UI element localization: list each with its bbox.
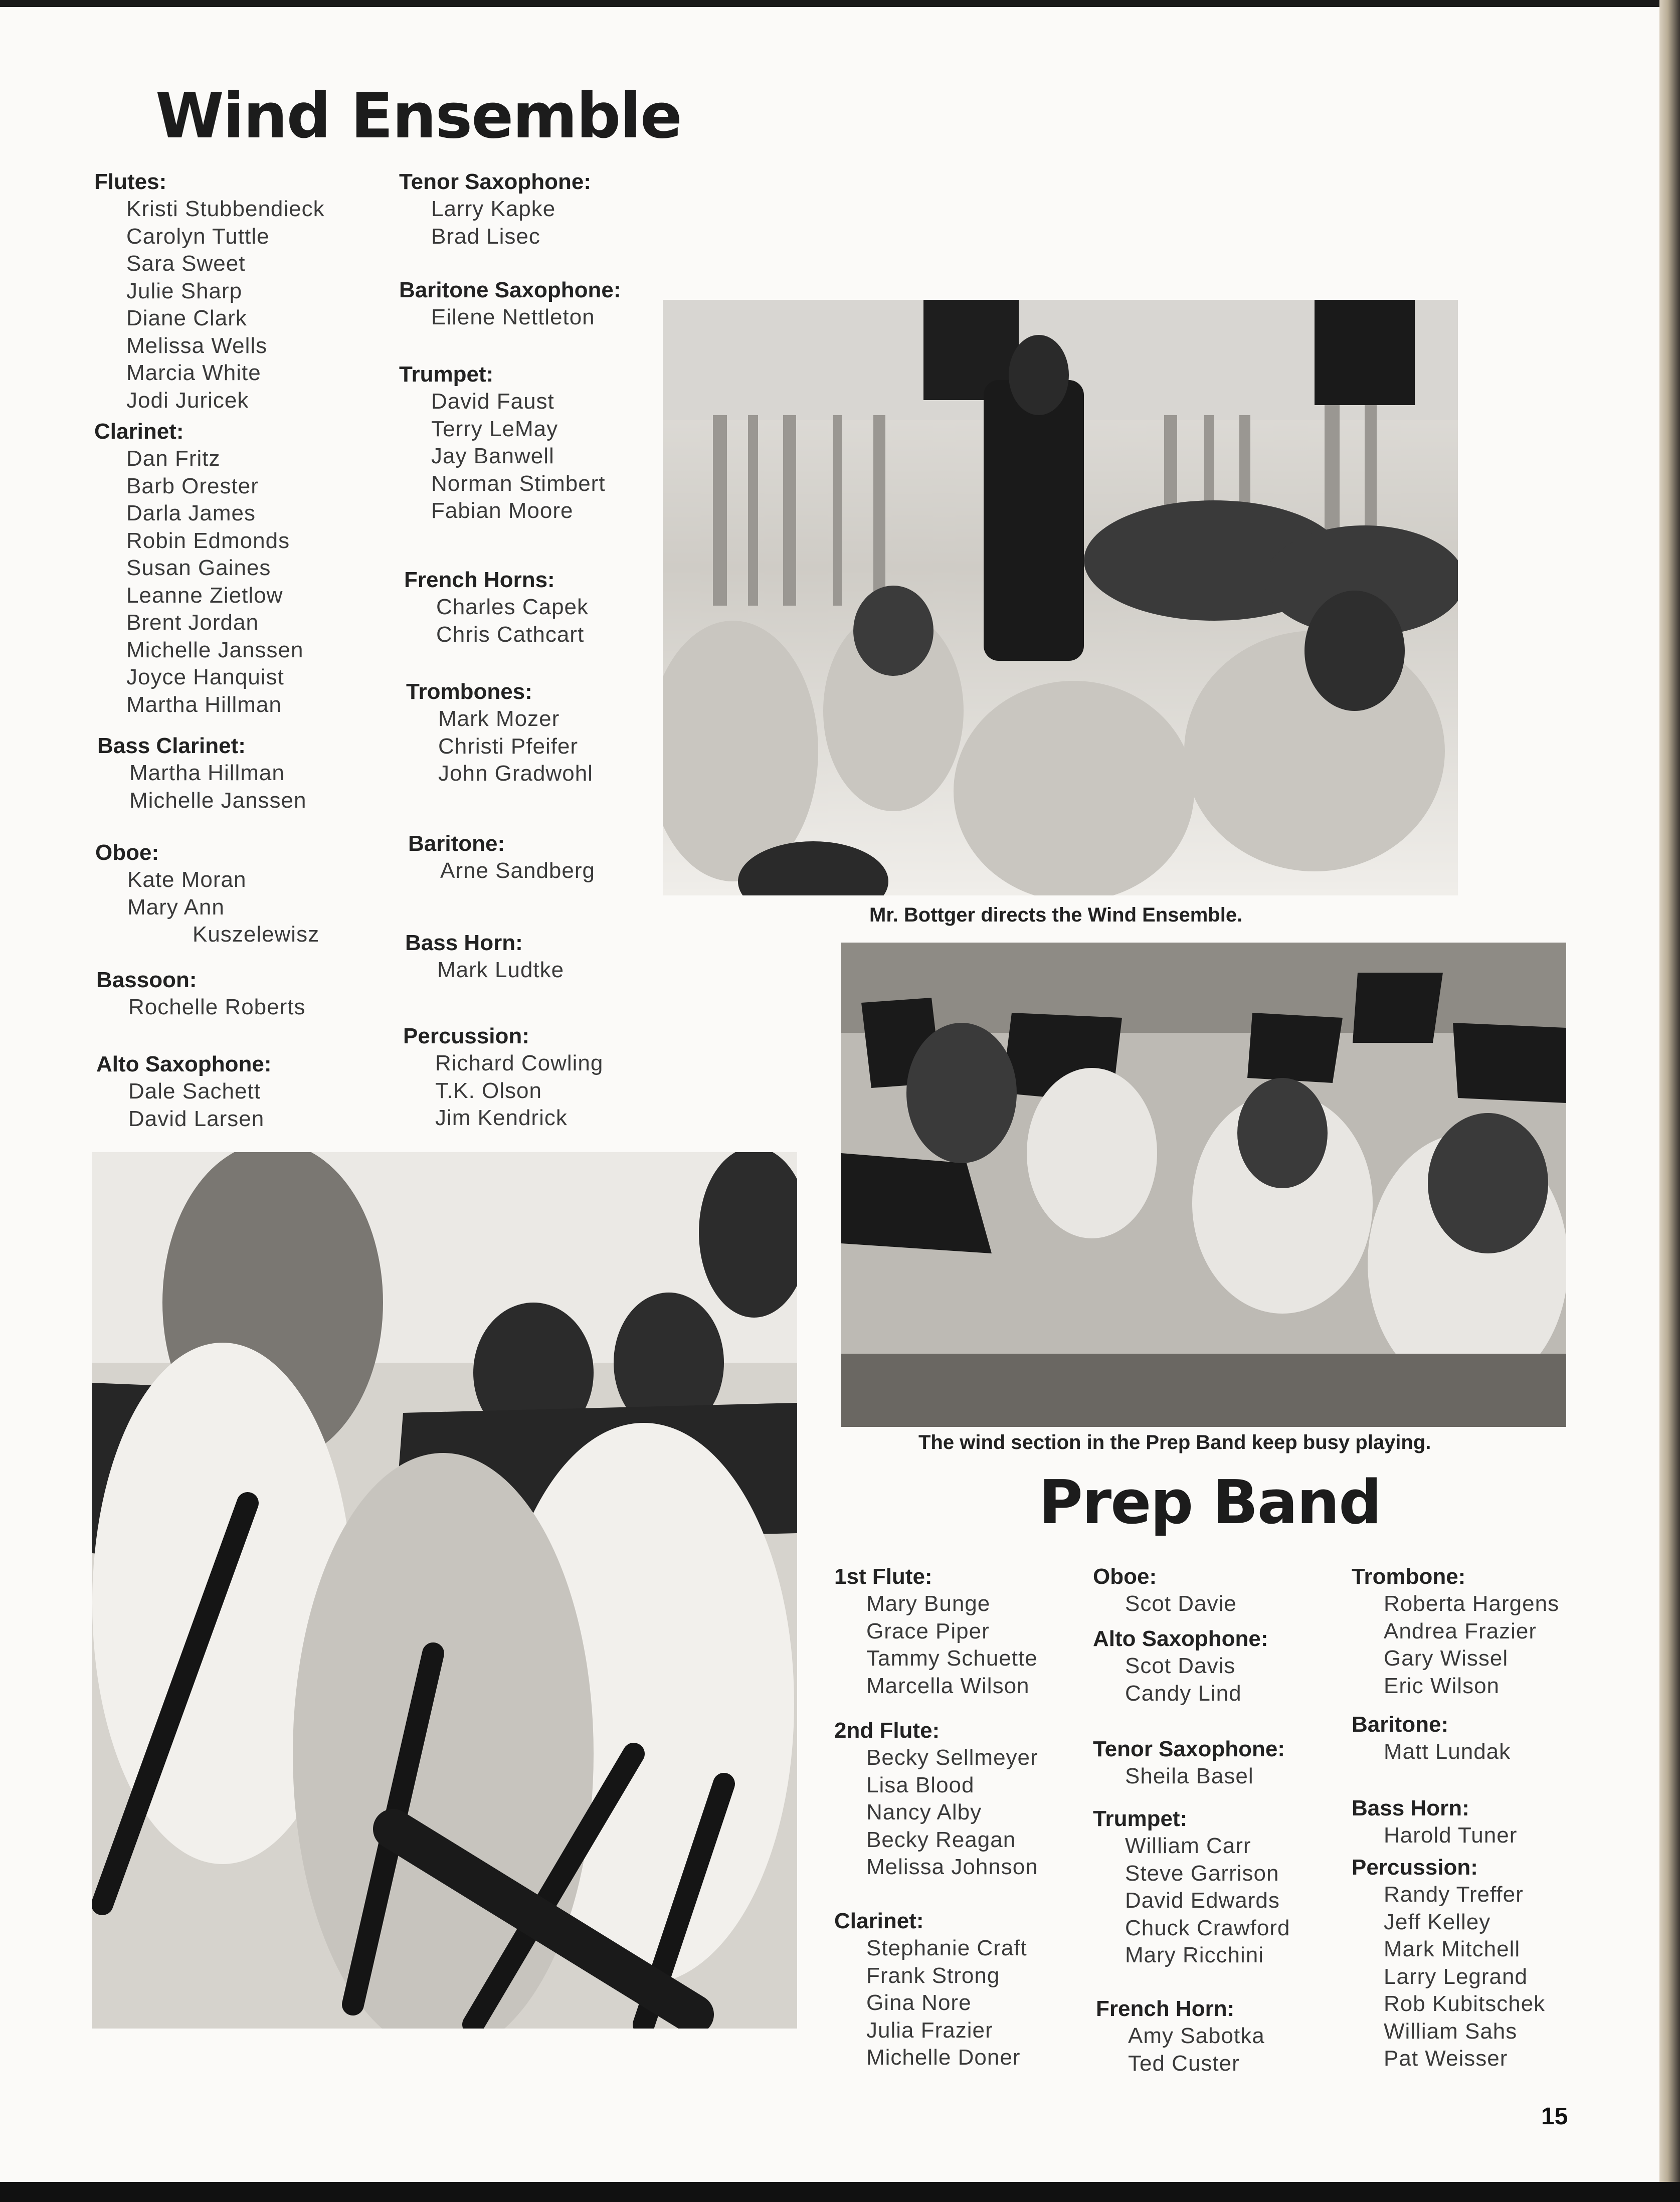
member-name: Melissa Wells xyxy=(126,333,268,358)
member-name: Kate Moran xyxy=(127,867,247,892)
member-name: William Sahs xyxy=(1384,2018,1518,2044)
member-name: Terry LeMay xyxy=(431,416,558,441)
section-header: Trumpet: xyxy=(399,362,494,387)
member-name: Candy Lind xyxy=(1125,1681,1242,1706)
member-name: Kristi Stubbendieck xyxy=(126,197,325,221)
section-header: Clarinet: xyxy=(94,419,184,444)
conductor-photo xyxy=(663,300,1458,895)
member-name: Melissa Johnson xyxy=(866,1855,1038,1879)
member-name: Marcia White xyxy=(126,360,261,385)
section-header: Clarinet: xyxy=(834,1909,924,1933)
section-header: Alto Saxophone: xyxy=(96,1052,272,1076)
conductor-caption: Mr. Bottger directs the Wind Ensemble. xyxy=(869,904,1243,926)
member-name: Larry Kapke xyxy=(431,197,556,221)
we-section-bass-horn xyxy=(405,930,564,984)
member-name: Richard Cowling xyxy=(435,1051,604,1075)
section-header: Tenor Saxophone: xyxy=(1093,1737,1285,1761)
member-name: Martha Hillman xyxy=(126,692,282,717)
member-name: Christi Pfeifer xyxy=(438,733,579,759)
member-name: Steve Garrison xyxy=(1125,1861,1279,1886)
member-name: Jodi Juricek xyxy=(126,388,249,413)
member-name: Charles Capek xyxy=(436,595,589,619)
member-name: Becky Reagan xyxy=(866,1827,1016,1852)
member-name: Michelle Doner xyxy=(866,2045,1021,2070)
section-header: Percussion: xyxy=(1352,1855,1478,1880)
member-name: Robin Edmonds xyxy=(126,528,290,553)
member-name: Larry Legrand xyxy=(1384,1964,1528,1989)
member-name: Sheila Basel xyxy=(1125,1764,1254,1788)
member-name: Scot Davis xyxy=(1125,1654,1236,1678)
we-section-flutes xyxy=(94,168,325,414)
we-section-bass-clarinet xyxy=(97,732,307,814)
wind-ensemble-title: Wind Ensemble xyxy=(155,80,681,152)
we-section-baritone-sax xyxy=(399,277,621,331)
section-header: Tenor Saxophone: xyxy=(399,169,591,194)
member-name: Rob Kubitschek xyxy=(1384,1991,1546,2016)
member-name: Norman Stimbert xyxy=(431,471,606,496)
member-name: John Gradwohl xyxy=(438,761,593,786)
section-header: Trumpet: xyxy=(1093,1806,1188,1831)
section-header: Percussion: xyxy=(403,1024,529,1048)
pb-section-2nd-flute xyxy=(834,1717,1038,1881)
member-name: Kuszelewisz xyxy=(193,922,320,947)
member-name: Jeff Kelley xyxy=(1384,1909,1491,1934)
wind-section-caption: The wind section in the Prep Band keep busy playing. xyxy=(918,1431,1431,1453)
we-section-percussion xyxy=(403,1023,603,1132)
member-name: Chris Cathcart xyxy=(436,622,585,647)
page-bottom-border xyxy=(0,2182,1680,2202)
pb-section-trumpet xyxy=(1093,1805,1290,1969)
member-name: David Faust xyxy=(431,389,554,414)
we-section-tenor-sax xyxy=(399,168,591,250)
member-name: Arne Sandberg xyxy=(440,858,595,883)
member-name: Amy Sabotka xyxy=(1128,2024,1265,2048)
member-name: Carolyn Tuttle xyxy=(126,224,270,249)
member-name: Mark Mozer xyxy=(438,706,560,731)
member-name: Fabian Moore xyxy=(431,498,574,523)
member-name: Mary Ricchini xyxy=(1125,1943,1264,1967)
member-name: Mark Ludtke xyxy=(437,958,565,982)
member-name: Mary Bunge xyxy=(866,1591,991,1616)
member-name: Matt Lundak xyxy=(1384,1739,1511,1764)
member-name: David Edwards xyxy=(1125,1888,1280,1913)
member-name: Gary Wissel xyxy=(1384,1646,1509,1671)
we-section-clarinet xyxy=(94,418,304,718)
member-name: William Carr xyxy=(1125,1833,1251,1858)
pb-section-oboe xyxy=(1093,1563,1237,1618)
section-header: Oboe: xyxy=(95,840,159,865)
we-section-alto-sax xyxy=(96,1051,272,1133)
member-name: Chuck Crawford xyxy=(1125,1915,1290,1940)
member-name: Eilene Nettleton xyxy=(431,305,595,329)
pb-section-1st-flute xyxy=(834,1563,1038,1700)
prep-band-title: Prep Band xyxy=(1039,1468,1381,1538)
section-header: Baritone: xyxy=(408,831,505,856)
member-name: Michelle Janssen xyxy=(129,788,307,813)
wind-section-photo xyxy=(841,943,1566,1427)
section-header: Baritone: xyxy=(1352,1712,1449,1737)
member-name: Brad Lisec xyxy=(431,224,540,249)
member-name: Frank Strong xyxy=(866,1963,1000,1988)
member-name: David Larsen xyxy=(128,1106,265,1131)
member-name: Brent Jordan xyxy=(126,610,259,635)
member-name: Stephanie Craft xyxy=(866,1936,1027,1960)
clarinet-players-photo xyxy=(92,1152,797,2029)
member-name: Randy Treffer xyxy=(1384,1882,1524,1907)
member-name: Nancy Alby xyxy=(866,1800,982,1824)
pb-section-alto-sax xyxy=(1093,1625,1268,1707)
member-name: Barb Orester xyxy=(126,473,259,498)
pb-section-percussion xyxy=(1352,1854,1545,2073)
member-name: Darla James xyxy=(126,501,256,525)
member-name: Roberta Hargens xyxy=(1384,1591,1560,1616)
member-name: Ted Custer xyxy=(1128,2051,1240,2076)
member-name: Andrea Frazier xyxy=(1384,1618,1537,1643)
member-name: Jim Kendrick xyxy=(435,1106,568,1130)
we-section-bassoon xyxy=(96,967,306,1021)
section-header: French Horns: xyxy=(404,568,555,592)
member-name: Becky Sellmeyer xyxy=(866,1745,1038,1770)
member-name: Martha Hillman xyxy=(129,761,285,785)
member-name: Rochelle Roberts xyxy=(128,995,306,1019)
we-section-trombones xyxy=(406,678,593,788)
member-name: Sara Sweet xyxy=(126,251,246,276)
we-section-french-horns xyxy=(404,567,589,648)
member-name: Eric Wilson xyxy=(1384,1673,1500,1698)
section-header: Bass Clarinet: xyxy=(97,733,246,758)
member-name: Harold Tuner xyxy=(1384,1823,1518,1848)
page-binding-edge xyxy=(1659,0,1680,2202)
member-name: Leanne Zietlow xyxy=(126,583,283,608)
section-header: 2nd Flute: xyxy=(834,1718,940,1743)
member-name: Tammy Schuette xyxy=(866,1646,1038,1671)
section-header: Trombone: xyxy=(1352,1564,1466,1589)
we-section-trumpet xyxy=(399,361,606,525)
page-number: 15 xyxy=(1541,2103,1568,2130)
member-name: Jay Banwell xyxy=(431,444,554,468)
section-header: Bassoon: xyxy=(96,968,197,992)
member-name: Joyce Hanquist xyxy=(126,665,284,689)
pb-section-bass-horn xyxy=(1352,1795,1517,1850)
section-header: Bass Horn: xyxy=(405,931,523,955)
section-header: Baritone Saxophone: xyxy=(399,278,621,302)
section-header: French Horn: xyxy=(1096,1996,1235,2021)
member-name: T.K. Olson xyxy=(435,1078,542,1103)
section-header: Oboe: xyxy=(1093,1564,1157,1589)
member-name: Dale Sachett xyxy=(128,1079,261,1104)
section-header: Bass Horn: xyxy=(1352,1796,1469,1820)
member-name: Mary Ann xyxy=(127,894,225,920)
member-name: Michelle Janssen xyxy=(126,637,304,662)
pb-section-tenor-sax xyxy=(1093,1736,1285,1790)
member-name: Grace Piper xyxy=(866,1618,990,1643)
section-header: 1st Flute: xyxy=(834,1564,932,1589)
member-name: Julie Sharp xyxy=(126,278,243,303)
member-name: Marcella Wilson xyxy=(866,1673,1030,1698)
member-name: Susan Gaines xyxy=(126,556,271,580)
section-header: Flutes: xyxy=(94,169,167,194)
member-name: Julia Frazier xyxy=(866,2017,993,2043)
member-name: Scot Davie xyxy=(1125,1591,1237,1616)
member-name: Pat Weisser xyxy=(1384,2046,1508,2071)
pb-section-clarinet xyxy=(834,1908,1027,2072)
pb-section-french-horn xyxy=(1096,1995,1265,2077)
member-name: Lisa Blood xyxy=(866,1772,975,1797)
we-section-baritone xyxy=(408,830,595,885)
section-header: Alto Saxophone: xyxy=(1093,1626,1268,1651)
pb-section-baritone xyxy=(1352,1711,1511,1766)
section-header: Trombones: xyxy=(406,679,532,704)
member-name: Gina Nore xyxy=(866,1990,972,2015)
we-section-oboe xyxy=(95,839,319,949)
pb-section-trombone xyxy=(1352,1563,1559,1700)
member-name: Mark Mitchell xyxy=(1384,1937,1521,1961)
member-name: Diane Clark xyxy=(126,306,247,330)
member-name: Dan Fritz xyxy=(126,446,221,471)
page-top-border xyxy=(0,0,1680,7)
